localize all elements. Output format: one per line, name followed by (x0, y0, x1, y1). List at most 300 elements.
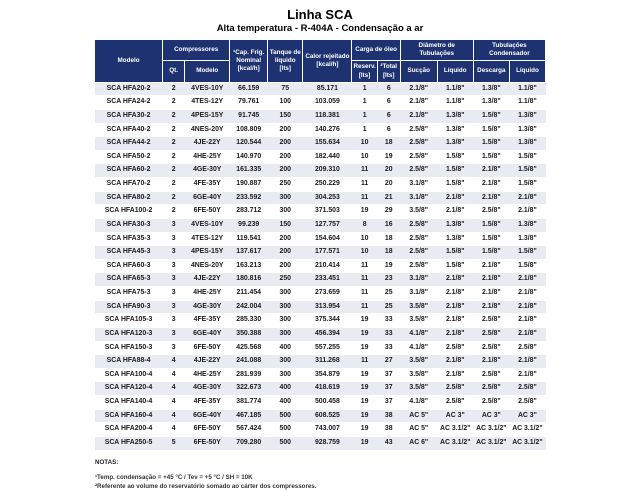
table-row (95, 314, 546, 328)
table-row (95, 205, 546, 219)
value-cell: 27 (377, 355, 400, 369)
table-row (95, 232, 546, 246)
value-cell: 709.280 (230, 436, 268, 450)
model-cell: SCA HFA65-3 (95, 273, 163, 287)
table-row (95, 246, 546, 260)
value-cell: 1.1/8" (509, 82, 545, 96)
value-cell: 1.3/8" (509, 137, 545, 151)
value-cell: AC 3.1/2" (437, 423, 473, 437)
value-cell: 2.5/8" (473, 368, 509, 382)
value-cell: 1.3/8" (509, 232, 545, 246)
value-cell: 2.5/8" (437, 396, 473, 410)
value-cell: 2.1/8" (437, 314, 473, 328)
col-header-calor-rejeitado: Calor rejeitado [kcal/h] (303, 40, 352, 83)
col-header-modelo: Modelo (95, 40, 163, 83)
value-cell: 200 (268, 164, 303, 178)
value-cell: 2.5/8" (400, 232, 437, 246)
value-cell: 4HE-25Y (185, 368, 230, 382)
value-cell: 1.5/8" (437, 246, 473, 260)
value-cell: 19 (377, 259, 400, 273)
value-cell: 2.1/8" (509, 300, 545, 314)
value-cell: 137.617 (230, 246, 268, 260)
value-cell: 4 (163, 355, 185, 369)
value-cell: 285.330 (230, 314, 268, 328)
value-cell: 2.1/8" (437, 273, 473, 287)
value-cell: 11 (352, 259, 377, 273)
value-cell: 4JE-22Y (185, 273, 230, 287)
value-cell: 209.310 (303, 164, 352, 178)
col-group-carga-oleo: Carga de óleo (352, 40, 400, 61)
value-cell: 25 (377, 300, 400, 314)
table-row (95, 436, 546, 450)
value-cell: 2.1/8" (509, 355, 545, 369)
value-cell: 2.5/8" (400, 164, 437, 178)
value-cell: 1.5/8" (437, 178, 473, 192)
value-cell: 1.5/8" (473, 137, 509, 151)
value-cell: 108.809 (230, 123, 268, 137)
value-cell: 4.1/8" (400, 396, 437, 410)
value-cell: 3.1/8" (400, 273, 437, 287)
value-cell: AC 3.1/2" (509, 423, 545, 437)
value-cell: 6FE-50Y (185, 205, 230, 219)
model-cell: SCA HFA30-3 (95, 218, 163, 232)
value-cell: AC 5" (400, 409, 437, 423)
value-cell: 11 (352, 164, 377, 178)
value-cell: 2.5/8" (400, 218, 437, 232)
page-subtitle: Alta temperatura - R-404A - Condensação a ar (216, 23, 424, 34)
table-row (95, 123, 546, 137)
value-cell: 3.5/8" (400, 382, 437, 396)
value-cell: 4 (163, 423, 185, 437)
value-cell: 19 (352, 327, 377, 341)
value-cell: 300 (268, 327, 303, 341)
value-cell: 2.1/8" (400, 82, 437, 96)
value-cell: 2.1/8" (473, 164, 509, 178)
value-cell: 2 (163, 123, 185, 137)
col-group-compressores: Compressores (163, 40, 230, 61)
catalog-page (0, 7, 640, 491)
col-header-compressor-modelo: Modelo (185, 61, 230, 82)
value-cell: 91.745 (230, 109, 268, 123)
table-header (95, 40, 546, 83)
value-cell: 2.5/8" (473, 327, 509, 341)
value-cell: 19 (352, 423, 377, 437)
model-cell: SCA HFA75-3 (95, 287, 163, 301)
value-cell: 4FE-35Y (185, 314, 230, 328)
value-cell: 4PES-15Y (185, 246, 230, 260)
model-cell: SCA HFA50-2 (95, 150, 163, 164)
value-cell: 120.544 (230, 137, 268, 151)
value-cell: 1.1/8" (437, 96, 473, 110)
value-cell: 4NES-20Y (185, 259, 230, 273)
value-cell: 2.5/8" (509, 396, 545, 410)
value-cell: 11 (352, 300, 377, 314)
value-cell: 4TES-12Y (185, 96, 230, 110)
table-row (95, 409, 546, 423)
value-cell: 11 (352, 355, 377, 369)
table-row (95, 109, 546, 123)
value-cell: 155.634 (303, 137, 352, 151)
value-cell: 19 (352, 314, 377, 328)
table-row (95, 382, 546, 396)
value-cell: 154.604 (303, 232, 352, 246)
value-cell: 3.5/8" (400, 368, 437, 382)
value-cell: 6FE-50Y (185, 436, 230, 450)
value-cell: 3.5/8" (400, 355, 437, 369)
value-cell: 10 (352, 150, 377, 164)
value-cell: 375.344 (303, 314, 352, 328)
value-cell: 11 (352, 273, 377, 287)
value-cell: 161.335 (230, 164, 268, 178)
value-cell: 4 (163, 396, 185, 410)
value-cell: 182.440 (303, 150, 352, 164)
value-cell: 4.1/8" (400, 327, 437, 341)
table-body (95, 82, 546, 450)
table-row (95, 341, 546, 355)
value-cell: 119.541 (230, 232, 268, 246)
value-cell: 1.3/8" (437, 109, 473, 123)
value-cell: 8 (352, 218, 377, 232)
value-cell: 2 (163, 82, 185, 96)
value-cell: 6GE-40Y (185, 409, 230, 423)
value-cell: 1 (352, 96, 377, 110)
value-cell: 354.879 (303, 368, 352, 382)
value-cell: 300 (268, 287, 303, 301)
value-cell: 10 (352, 137, 377, 151)
value-cell: 37 (377, 382, 400, 396)
value-cell: 1.5/8" (473, 218, 509, 232)
value-cell: AC 3.1/2" (509, 436, 545, 450)
col-header-succao: Sucção (400, 61, 437, 82)
model-cell: SCA HFA35-3 (95, 232, 163, 246)
value-cell: 6 (377, 123, 400, 137)
value-cell: 300 (268, 205, 303, 219)
value-cell: 1.5/8" (473, 109, 509, 123)
value-cell: 2 (163, 150, 185, 164)
value-cell: 3 (163, 300, 185, 314)
value-cell: 11 (352, 287, 377, 301)
value-cell: 2 (163, 164, 185, 178)
value-cell: 350.388 (230, 327, 268, 341)
value-cell: 1 (352, 109, 377, 123)
value-cell: AC 3" (437, 409, 473, 423)
value-cell: 20 (377, 164, 400, 178)
value-cell: 3 (163, 246, 185, 260)
value-cell: 4JE-22Y (185, 355, 230, 369)
value-cell: 500 (268, 409, 303, 423)
value-cell: 381.774 (230, 396, 268, 410)
value-cell: 43 (377, 436, 400, 450)
model-cell: SCA HFA100-2 (95, 205, 163, 219)
value-cell: 1.1/8" (437, 82, 473, 96)
value-cell: 2.1/8" (437, 327, 473, 341)
value-cell: 1.5/8" (473, 246, 509, 260)
value-cell: 283.712 (230, 205, 268, 219)
value-cell: 300 (268, 191, 303, 205)
value-cell: 3.5/8" (400, 314, 437, 328)
value-cell: 608.525 (303, 409, 352, 423)
table-row (95, 150, 546, 164)
value-cell: 200 (268, 123, 303, 137)
value-cell: 2.1/8" (473, 355, 509, 369)
value-cell: 2.5/8" (473, 205, 509, 219)
col-header-tanque-liquido: Tanque de líquido [lts] (268, 40, 303, 83)
value-cell: 4VES-10Y (185, 218, 230, 232)
value-cell: AC 6" (400, 436, 437, 450)
value-cell: 150 (268, 109, 303, 123)
value-cell: 1.3/8" (437, 137, 473, 151)
value-cell: AC 3.1/2" (473, 423, 509, 437)
value-cell: 2.1/8" (473, 300, 509, 314)
value-cell: 79.761 (230, 96, 268, 110)
value-cell: 190.887 (230, 178, 268, 192)
value-cell: 1.3/8" (509, 109, 545, 123)
table-row (95, 96, 546, 110)
value-cell: 1.5/8" (473, 150, 509, 164)
value-cell: 33 (377, 327, 400, 341)
value-cell: 2.5/8" (400, 123, 437, 137)
value-cell: 500 (268, 436, 303, 450)
table-row (95, 137, 546, 151)
value-cell: 2.1/8" (473, 178, 509, 192)
value-cell: 4VES-10Y (185, 82, 230, 96)
table-row (95, 396, 546, 410)
value-cell: 2.1/8" (473, 287, 509, 301)
value-cell: 1.5/8" (509, 164, 545, 178)
value-cell: AC 3" (509, 409, 545, 423)
value-cell: 19 (352, 382, 377, 396)
value-cell: 4GE-30Y (185, 382, 230, 396)
model-cell: SCA HFA60-3 (95, 259, 163, 273)
value-cell: 1 (352, 82, 377, 96)
value-cell: 200 (268, 259, 303, 273)
model-cell: SCA HFA250-5 (95, 436, 163, 450)
value-cell: 6GE-40Y (185, 191, 230, 205)
value-cell: 322.673 (230, 382, 268, 396)
value-cell: 311.268 (303, 355, 352, 369)
table-row (95, 355, 546, 369)
value-cell: 4HE-25Y (185, 150, 230, 164)
value-cell: 1.3/8" (473, 96, 509, 110)
value-cell: 425.568 (230, 341, 268, 355)
value-cell: 6FE-50Y (185, 423, 230, 437)
value-cell: 200 (268, 232, 303, 246)
model-cell: SCA HFA200-4 (95, 423, 163, 437)
value-cell: 1.5/8" (473, 232, 509, 246)
value-cell: 200 (268, 137, 303, 151)
value-cell: 4NES-20Y (185, 123, 230, 137)
value-cell: 2.1/8" (509, 327, 545, 341)
col-group-diametro-tubulacoes: Diâmetro de Tubulações (400, 40, 473, 61)
value-cell: 3 (163, 218, 185, 232)
value-cell: 1.5/8" (437, 150, 473, 164)
value-cell: 300 (268, 368, 303, 382)
value-cell: 2.1/8" (509, 368, 545, 382)
value-cell: 20 (377, 178, 400, 192)
value-cell: 3.1/8" (400, 178, 437, 192)
value-cell: 140.276 (303, 123, 352, 137)
value-cell: 4PES-15Y (185, 109, 230, 123)
model-cell: SCA HFA45-3 (95, 246, 163, 260)
value-cell: 4JE-22Y (185, 137, 230, 151)
value-cell: 1.3/8" (473, 82, 509, 96)
col-header-liquido-condensador: Líquido (509, 61, 545, 82)
notes-section (95, 459, 640, 492)
value-cell: 3 (163, 314, 185, 328)
value-cell: 3 (163, 259, 185, 273)
value-cell: 4FE-35Y (185, 396, 230, 410)
value-cell: 2.1/8" (473, 273, 509, 287)
value-cell: 1 (352, 123, 377, 137)
value-cell: 33 (377, 314, 400, 328)
col-group-tubulacoes-condensador: Tubulações Condensador (473, 40, 545, 61)
value-cell: 250.229 (303, 178, 352, 192)
value-cell: 743.007 (303, 423, 352, 437)
value-cell: 6 (377, 96, 400, 110)
value-cell: 10 (352, 232, 377, 246)
value-cell: 3.1/8" (400, 191, 437, 205)
model-cell: SCA HFA90-3 (95, 300, 163, 314)
model-cell: SCA HFA120-4 (95, 382, 163, 396)
table-row (95, 191, 546, 205)
value-cell: 211.454 (230, 287, 268, 301)
value-cell: 29 (377, 205, 400, 219)
col-header-total: ²Total [lts] (377, 61, 400, 82)
value-cell: AC 3" (473, 409, 509, 423)
model-cell: SCA HFA100-4 (95, 368, 163, 382)
table-row (95, 82, 546, 96)
value-cell: 1.1/8" (509, 96, 545, 110)
value-cell: 1.5/8" (509, 246, 545, 260)
model-cell: SCA HFA70-2 (95, 178, 163, 192)
value-cell: 4 (163, 409, 185, 423)
value-cell: 37 (377, 368, 400, 382)
value-cell: 11 (352, 178, 377, 192)
model-cell: SCA HFA88-4 (95, 355, 163, 369)
table-row (95, 164, 546, 178)
value-cell: 500.458 (303, 396, 352, 410)
value-cell: 418.619 (303, 382, 352, 396)
value-cell: 2.5/8" (400, 259, 437, 273)
value-cell: 4 (163, 382, 185, 396)
value-cell: 3 (163, 287, 185, 301)
value-cell: 2.1/8" (400, 96, 437, 110)
value-cell: 1.3/8" (509, 123, 545, 137)
value-cell: 233.451 (303, 273, 352, 287)
table-row (95, 423, 546, 437)
value-cell: 1.3/8" (509, 218, 545, 232)
value-cell: 2.1/8" (509, 314, 545, 328)
value-cell: 2.1/8" (509, 191, 545, 205)
value-cell: 1.3/8" (437, 218, 473, 232)
value-cell: 2.5/8" (437, 382, 473, 396)
value-cell: 1.5/8" (473, 123, 509, 137)
value-cell: 2.1/8" (437, 191, 473, 205)
value-cell: 19 (352, 409, 377, 423)
value-cell: 37 (377, 396, 400, 410)
value-cell: 11 (352, 191, 377, 205)
value-cell: 6GE-40Y (185, 327, 230, 341)
model-cell: SCA HFA20-2 (95, 82, 163, 96)
value-cell: 4FE-35Y (185, 178, 230, 192)
col-header-descarga: Descarga (473, 61, 509, 82)
value-cell: 2.1/8" (473, 191, 509, 205)
model-cell: SCA HFA160-4 (95, 409, 163, 423)
value-cell: 6 (377, 82, 400, 96)
model-cell: SCA HFA30-2 (95, 109, 163, 123)
value-cell: 1.5/8" (437, 259, 473, 273)
value-cell: 2.1/8" (437, 205, 473, 219)
value-cell: 2.1/8" (509, 205, 545, 219)
value-cell: 66.159 (230, 82, 268, 96)
model-cell: SCA HFA140-4 (95, 396, 163, 410)
model-cell: SCA HFA105-3 (95, 314, 163, 328)
table-row (95, 178, 546, 192)
value-cell: 1.3/8" (437, 123, 473, 137)
value-cell: 2.1/8" (437, 300, 473, 314)
value-cell: 400 (268, 396, 303, 410)
notes-title: NOTAS: (95, 458, 119, 466)
value-cell: 10 (352, 246, 377, 260)
table-row (95, 287, 546, 301)
value-cell: 2.1/8" (509, 273, 545, 287)
value-cell: 2 (163, 137, 185, 151)
value-cell: 250 (268, 273, 303, 287)
value-cell: 3 (163, 232, 185, 246)
value-cell: 400 (268, 341, 303, 355)
model-cell: SCA HFA40-2 (95, 123, 163, 137)
value-cell: AC 5" (400, 423, 437, 437)
value-cell: 33 (377, 341, 400, 355)
value-cell: 2.1/8" (473, 259, 509, 273)
value-cell: 18 (377, 232, 400, 246)
value-cell: 4.1/8" (400, 341, 437, 355)
value-cell: 233.592 (230, 191, 268, 205)
value-cell: 210.414 (303, 259, 352, 273)
note-line-2: ²Referente ao volume do reservatório somado ao cárter dos compressores. (95, 483, 317, 491)
value-cell: 304.253 (303, 191, 352, 205)
value-cell: 2.5/8" (473, 382, 509, 396)
col-header-liquido-succao: Líquido (437, 61, 473, 82)
value-cell: 2.1/8" (437, 368, 473, 382)
table-row (95, 259, 546, 273)
value-cell: 371.503 (303, 205, 352, 219)
table-row (95, 327, 546, 341)
value-cell: 2.1/8" (400, 109, 437, 123)
value-cell: 2 (163, 96, 185, 110)
value-cell: 2.5/8" (509, 341, 545, 355)
value-cell: 85.171 (303, 82, 352, 96)
value-cell: 180.816 (230, 273, 268, 287)
value-cell: 25 (377, 287, 400, 301)
value-cell: 313.954 (303, 300, 352, 314)
value-cell: 19 (352, 396, 377, 410)
value-cell: 4 (163, 368, 185, 382)
value-cell: 1.5/8" (437, 164, 473, 178)
value-cell: 140.970 (230, 150, 268, 164)
spec-table (94, 39, 546, 451)
value-cell: 928.759 (303, 436, 352, 450)
table-row (95, 300, 546, 314)
value-cell: 18 (377, 137, 400, 151)
value-cell: AC 3.1/2" (473, 436, 509, 450)
value-cell: 2 (163, 191, 185, 205)
value-cell: 2.1/8" (437, 355, 473, 369)
value-cell: 467.185 (230, 409, 268, 423)
value-cell: 2.5/8" (509, 382, 545, 396)
value-cell: 177.571 (303, 246, 352, 260)
value-cell: 300 (268, 300, 303, 314)
